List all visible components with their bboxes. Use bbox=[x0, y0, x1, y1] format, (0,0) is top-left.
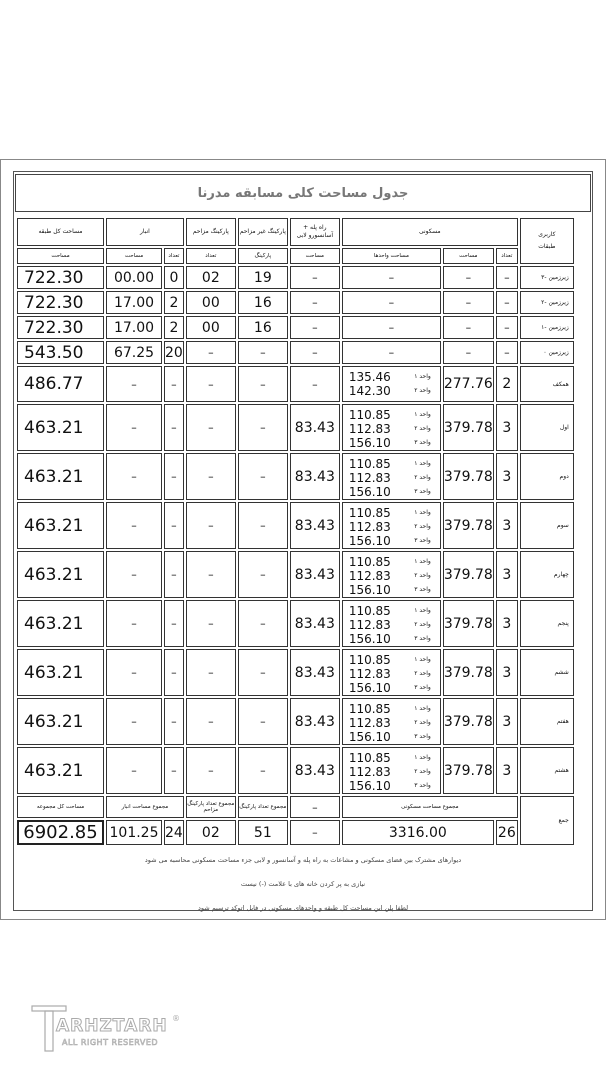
residential-area-cell: 379.78 bbox=[443, 404, 494, 451]
unit-area-value: 110.85 bbox=[348, 457, 391, 471]
storage-count-cell: 2 bbox=[164, 316, 184, 339]
storage-area-cell: – bbox=[106, 747, 162, 794]
unit-area-label: واحد ۲ bbox=[414, 523, 431, 530]
corridor-area-cell: 83.43 bbox=[290, 747, 340, 794]
totals-residential-area: 3316.00 bbox=[342, 820, 494, 845]
totals-storage-count: 24 bbox=[164, 820, 184, 845]
residential-count-cell: 3 bbox=[496, 453, 518, 500]
note-3: لطفا پلن این مساحت کل طبقه و واحدهای مسکونی در فایل اتوکد ترسیم شود bbox=[197, 904, 409, 912]
unit-areas-cell bbox=[342, 698, 441, 745]
storage-count-cell: – bbox=[164, 551, 184, 598]
corridor-area-cell: 83.43 bbox=[290, 551, 340, 598]
totals-storage-label: مجموع مساحت انبار bbox=[106, 796, 184, 818]
floor-name-cell: زیرزمین -۳ bbox=[520, 266, 574, 289]
parking-cell: – bbox=[238, 341, 288, 364]
storage-count-cell: – bbox=[164, 404, 184, 451]
storage-area-cell: – bbox=[106, 453, 162, 500]
unit-area-label: واحد ۱ bbox=[414, 705, 431, 712]
residential-area-cell: – bbox=[443, 291, 494, 314]
table-row bbox=[17, 698, 574, 745]
table-row bbox=[17, 366, 574, 402]
parking-mz-cell: – bbox=[186, 341, 236, 364]
residential-area-cell: – bbox=[443, 341, 494, 364]
unit-area-label: واحد ۲ bbox=[414, 719, 431, 726]
totals-residential-count: 26 bbox=[496, 820, 518, 845]
parking-mz-cell: – bbox=[186, 453, 236, 500]
unit-areas-cell: – bbox=[342, 341, 441, 364]
storage-count-cell: – bbox=[164, 747, 184, 794]
unit-area-row bbox=[349, 618, 431, 632]
parking-cell: 16 bbox=[238, 291, 288, 314]
corridor-area-cell: – bbox=[290, 266, 340, 289]
unit-area-label: واحد ۲ bbox=[414, 474, 431, 481]
total-area-cell: 463.21 bbox=[17, 502, 104, 549]
corridor-area-cell: – bbox=[290, 341, 340, 364]
storage-area-cell: – bbox=[106, 698, 162, 745]
storage-count-cell: – bbox=[164, 600, 184, 647]
corridor-area-cell: – bbox=[290, 316, 340, 339]
unit-area-row bbox=[349, 408, 431, 422]
unit-area-value: 156.10 bbox=[348, 436, 391, 450]
unit-area-label: واحد ۳ bbox=[414, 733, 431, 740]
floor-name-cell: هشتم bbox=[520, 747, 574, 794]
total-area-cell: 463.21 bbox=[17, 649, 104, 696]
unit-area-value: 110.85 bbox=[348, 604, 391, 618]
unit-area-row bbox=[349, 520, 431, 534]
total-area-cell: 722.30 bbox=[17, 291, 104, 314]
unit-area-value: 156.10 bbox=[348, 779, 391, 793]
residential-count-cell: 3 bbox=[496, 649, 518, 696]
header-usage-label: کاربری bbox=[538, 231, 556, 238]
totals-residential-label: مجموع مساحت مسکونی bbox=[342, 796, 518, 818]
floor-name-cell: زیرزمین -۱ bbox=[520, 316, 574, 339]
unit-areas-cell bbox=[342, 502, 441, 549]
unit-area-row bbox=[349, 632, 431, 646]
residential-count-cell: 3 bbox=[496, 502, 518, 549]
unit-area-value: 156.10 bbox=[348, 681, 391, 695]
header-storage-area: مساحت bbox=[106, 248, 162, 264]
table-row bbox=[17, 266, 574, 289]
header-total-sub: مساحت bbox=[17, 248, 104, 264]
residential-area-cell: 379.78 bbox=[443, 649, 494, 696]
unit-area-value: 112.83 bbox=[348, 716, 391, 730]
header-area: مساحت bbox=[443, 248, 494, 264]
unit-areas-cell: – bbox=[342, 316, 441, 339]
parking-mz-cell: 02 bbox=[186, 266, 236, 289]
unit-areas-cell: – bbox=[342, 266, 441, 289]
unit-areas-cell: – bbox=[342, 291, 441, 314]
table-row bbox=[17, 404, 574, 451]
floor-name-cell: دوم bbox=[520, 453, 574, 500]
unit-area-row bbox=[349, 653, 431, 667]
parking-cell: – bbox=[238, 453, 288, 500]
unit-area-value: 110.85 bbox=[348, 506, 391, 520]
floor-name-cell: ششم bbox=[520, 649, 574, 696]
residential-area-cell: 379.78 bbox=[443, 698, 494, 745]
note-1: دیوارهای مشترک بین فضای مسکونی و مشاعات به راه پله و آسانسور و لابی جزء مساحت مسکونی محاسبه می شود bbox=[144, 856, 462, 864]
unit-area-label: واحد ۱ bbox=[414, 373, 431, 380]
corridor-area-cell: 83.43 bbox=[290, 649, 340, 696]
table-row bbox=[17, 291, 574, 314]
parking-cell: – bbox=[238, 551, 288, 598]
unit-area-row bbox=[349, 765, 431, 779]
unit-area-label: واحد ۱ bbox=[414, 607, 431, 614]
unit-area-label: واحد ۱ bbox=[414, 754, 431, 761]
unit-area-label: واحد ۳ bbox=[414, 439, 431, 446]
unit-area-row bbox=[349, 506, 431, 520]
totals-value-row bbox=[17, 820, 574, 845]
unit-area-value: 112.83 bbox=[348, 765, 391, 779]
residential-count-cell: – bbox=[496, 291, 518, 314]
unit-area-label: واحد ۱ bbox=[414, 411, 431, 418]
unit-area-label: واحد ۱ bbox=[414, 656, 431, 663]
table-row bbox=[17, 747, 574, 794]
totals-total-value: 6902.85 bbox=[17, 820, 104, 845]
unit-area-row bbox=[349, 604, 431, 618]
storage-count-cell: 2 bbox=[164, 291, 184, 314]
corridor-area-cell: 83.43 bbox=[290, 600, 340, 647]
unit-area-value: 142.30 bbox=[348, 384, 391, 398]
parking-mz-cell: – bbox=[186, 600, 236, 647]
storage-count-cell: – bbox=[164, 502, 184, 549]
residential-area-cell: – bbox=[443, 266, 494, 289]
unit-area-row bbox=[349, 422, 431, 436]
unit-area-value: 112.83 bbox=[348, 422, 391, 436]
unit-area-row bbox=[349, 751, 431, 765]
storage-area-cell: – bbox=[106, 551, 162, 598]
parking-cell: 19 bbox=[238, 266, 288, 289]
unit-area-row bbox=[349, 436, 431, 450]
parking-mz-cell: – bbox=[186, 649, 236, 696]
unit-area-row bbox=[349, 716, 431, 730]
corridor-area-cell: 83.43 bbox=[290, 502, 340, 549]
totals-label: جمع bbox=[520, 796, 574, 845]
totals-total-label: مساحت کل مجموعه bbox=[17, 796, 104, 818]
floor-name-cell: چهارم bbox=[520, 551, 574, 598]
unit-area-value: 156.10 bbox=[348, 730, 391, 744]
unit-area-label: واحد ۳ bbox=[414, 586, 431, 593]
parking-mz-cell: – bbox=[186, 551, 236, 598]
header-total: مساحت کل طبقه bbox=[17, 218, 104, 246]
unit-area-row bbox=[349, 457, 431, 471]
unit-area-label: واحد ۲ bbox=[414, 572, 431, 579]
floor-name-cell: سوم bbox=[520, 502, 574, 549]
residential-count-cell: 2 bbox=[496, 366, 518, 402]
header-storage: انبار bbox=[106, 218, 184, 246]
corridor-area-cell: 83.43 bbox=[290, 453, 340, 500]
residential-count-cell: 3 bbox=[496, 551, 518, 598]
area-table bbox=[15, 216, 576, 847]
floor-name-cell: زیرزمین -۲ bbox=[520, 291, 574, 314]
note-2: نیازی به پر کردن خانه های با علامت (-) نیست bbox=[240, 880, 366, 888]
unit-areas-cell bbox=[342, 453, 441, 500]
unit-area-value: 110.85 bbox=[348, 751, 391, 765]
parking-mz-cell: – bbox=[186, 366, 236, 402]
unit-areas-cell bbox=[342, 404, 441, 451]
header-storage-count: تعداد bbox=[164, 248, 184, 264]
parking-mz-cell: – bbox=[186, 404, 236, 451]
unit-area-label: واحد ۱ bbox=[414, 558, 431, 565]
parking-cell: 16 bbox=[238, 316, 288, 339]
unit-area-value: 112.83 bbox=[348, 667, 391, 681]
storage-area-cell: – bbox=[106, 366, 162, 402]
totals-parking-mz: 02 bbox=[186, 820, 236, 845]
total-area-cell: 722.30 bbox=[17, 266, 104, 289]
header-corridor: راه پله + آسانسورو لابی bbox=[290, 218, 340, 246]
total-area-cell: 463.21 bbox=[17, 404, 104, 451]
storage-area-cell: – bbox=[106, 649, 162, 696]
corridor-area-cell: – bbox=[290, 291, 340, 314]
unit-area-label: واحد ۳ bbox=[414, 537, 431, 544]
unit-areas-cell bbox=[342, 600, 441, 647]
storage-area-cell: 17.00 bbox=[106, 316, 162, 339]
storage-area-cell: – bbox=[106, 600, 162, 647]
parking-cell: – bbox=[238, 649, 288, 696]
totals-parking-label: مجموع تعداد پارکینگ bbox=[238, 796, 288, 818]
unit-area-value: 112.83 bbox=[348, 569, 391, 583]
table-row bbox=[17, 551, 574, 598]
total-area-cell: 722.30 bbox=[17, 316, 104, 339]
parking-cell: – bbox=[238, 404, 288, 451]
totals-corridor-cell: – bbox=[290, 796, 340, 818]
residential-count-cell: 3 bbox=[496, 404, 518, 451]
storage-count-cell: 0 bbox=[164, 266, 184, 289]
unit-area-row bbox=[349, 681, 431, 695]
totals-label-row bbox=[17, 796, 574, 818]
storage-count-cell: 20 bbox=[164, 341, 184, 364]
total-area-cell: 543.50 bbox=[17, 341, 104, 364]
page-title: جدول مساحت کلی مسابقه مدرنا bbox=[15, 174, 591, 212]
unit-area-label: واحد ۳ bbox=[414, 488, 431, 495]
table-row bbox=[17, 316, 574, 339]
unit-areas-cell bbox=[342, 747, 441, 794]
unit-area-value: 156.10 bbox=[348, 485, 391, 499]
unit-area-value: 110.85 bbox=[348, 702, 391, 716]
logo-brand: ARHZTARH bbox=[56, 1016, 168, 1036]
unit-area-row bbox=[349, 667, 431, 681]
parking-mz-cell: 00 bbox=[186, 291, 236, 314]
residential-area-cell: 379.78 bbox=[443, 600, 494, 647]
storage-count-cell: – bbox=[164, 366, 184, 402]
storage-count-cell: – bbox=[164, 649, 184, 696]
parking-mz-cell: 00 bbox=[186, 316, 236, 339]
parking-cell: – bbox=[238, 600, 288, 647]
storage-count-cell: – bbox=[164, 698, 184, 745]
unit-area-label: واحد ۳ bbox=[414, 684, 431, 691]
unit-area-label: واحد ۳ bbox=[414, 782, 431, 789]
total-area-cell: 463.21 bbox=[17, 747, 104, 794]
logo-subtitle: ALL RIGHT RESERVED bbox=[62, 1038, 159, 1047]
residential-count-cell: – bbox=[496, 266, 518, 289]
watermark-logo bbox=[30, 1002, 180, 1054]
unit-area-row bbox=[349, 730, 431, 744]
header-parking-mz: پارکینگ مزاحم bbox=[186, 218, 236, 246]
unit-area-label: واحد ۲ bbox=[414, 387, 431, 394]
residential-area-cell: 379.78 bbox=[443, 502, 494, 549]
totals-parking-mz-label: مجموع تعداد پارکینگ مزاحم bbox=[186, 796, 236, 818]
header-residential: مسکونی bbox=[342, 218, 518, 246]
floor-name-cell: هفتم bbox=[520, 698, 574, 745]
residential-area-cell: 379.78 bbox=[443, 453, 494, 500]
total-area-cell: 463.21 bbox=[17, 453, 104, 500]
table-row bbox=[17, 341, 574, 364]
storage-area-cell: – bbox=[106, 502, 162, 549]
totals-parking: 51 bbox=[238, 820, 288, 845]
unit-area-value: 110.85 bbox=[348, 653, 391, 667]
unit-area-row bbox=[349, 534, 431, 548]
unit-area-row bbox=[349, 583, 431, 597]
unit-area-row bbox=[349, 555, 431, 569]
unit-area-label: واحد ۲ bbox=[414, 621, 431, 628]
header-parking-sub: پارکینگ bbox=[238, 248, 288, 264]
notes bbox=[15, 848, 591, 920]
unit-area-value: 110.85 bbox=[348, 555, 391, 569]
storage-area-cell: 00.00 bbox=[106, 266, 162, 289]
unit-area-value: 112.83 bbox=[348, 618, 391, 632]
storage-count-cell: – bbox=[164, 453, 184, 500]
unit-area-label: واحد ۱ bbox=[414, 509, 431, 516]
floor-name-cell: پنجم bbox=[520, 600, 574, 647]
header-unit-areas: مساحت واحدها bbox=[342, 248, 441, 264]
header-count: تعداد bbox=[496, 248, 518, 264]
residential-area-cell: – bbox=[443, 316, 494, 339]
table-row bbox=[17, 453, 574, 500]
residential-area-cell: 379.78 bbox=[443, 551, 494, 598]
residential-count-cell: – bbox=[496, 316, 518, 339]
unit-area-value: 110.85 bbox=[348, 408, 391, 422]
unit-area-row bbox=[349, 471, 431, 485]
residential-count-cell: 3 bbox=[496, 698, 518, 745]
unit-areas-cell bbox=[342, 649, 441, 696]
unit-area-row bbox=[349, 485, 431, 499]
unit-area-label: واحد ۲ bbox=[414, 670, 431, 677]
table-row bbox=[17, 600, 574, 647]
unit-area-label: واحد ۳ bbox=[414, 635, 431, 642]
parking-mz-cell: – bbox=[186, 747, 236, 794]
corridor-area-cell: 83.43 bbox=[290, 698, 340, 745]
header-parking: پارکینگ غیر مزاحم bbox=[238, 218, 288, 246]
header-floors-label: طبقات bbox=[538, 243, 556, 250]
unit-area-label: واحد ۲ bbox=[414, 425, 431, 432]
unit-area-label: واحد ۱ bbox=[414, 460, 431, 467]
totals-corridor-value: – bbox=[290, 820, 340, 845]
total-area-cell: 463.21 bbox=[17, 698, 104, 745]
parking-cell: – bbox=[238, 747, 288, 794]
parking-mz-cell: – bbox=[186, 698, 236, 745]
residential-count-cell: – bbox=[496, 341, 518, 364]
floor-name-cell: همکف bbox=[520, 366, 574, 402]
storage-area-cell: 67.25 bbox=[106, 341, 162, 364]
parking-cell: – bbox=[238, 502, 288, 549]
header-corridor-area: مساحت bbox=[290, 248, 340, 264]
storage-area-cell: – bbox=[106, 404, 162, 451]
corridor-area-cell: – bbox=[290, 366, 340, 402]
parking-mz-cell: – bbox=[186, 502, 236, 549]
unit-area-row bbox=[349, 702, 431, 716]
floor-name-cell: زیرزمین ۰ bbox=[520, 341, 574, 364]
registered-mark: ® bbox=[172, 1014, 180, 1023]
unit-area-label: واحد ۲ bbox=[414, 768, 431, 775]
storage-area-cell: 17.00 bbox=[106, 291, 162, 314]
residential-count-cell: 3 bbox=[496, 747, 518, 794]
parking-cell: – bbox=[238, 366, 288, 402]
unit-areas-cell bbox=[342, 366, 441, 402]
table-row bbox=[17, 502, 574, 549]
totals-storage-area: 101.25 bbox=[106, 820, 162, 845]
total-area-cell: 463.21 bbox=[17, 551, 104, 598]
corridor-area-cell: 83.43 bbox=[290, 404, 340, 451]
unit-area-row bbox=[349, 370, 431, 384]
header-usage bbox=[520, 218, 574, 264]
unit-area-value: 112.83 bbox=[348, 520, 391, 534]
header-parking-mz-sub: تعداد bbox=[186, 248, 236, 264]
unit-area-row bbox=[349, 779, 431, 793]
floor-name-cell: اول bbox=[520, 404, 574, 451]
residential-area-cell: 277.76 bbox=[443, 366, 494, 402]
unit-area-value: 156.10 bbox=[348, 583, 391, 597]
unit-area-value: 112.83 bbox=[348, 471, 391, 485]
total-area-cell: 486.77 bbox=[17, 366, 104, 402]
unit-area-value: 156.10 bbox=[348, 632, 391, 646]
unit-area-row bbox=[349, 569, 431, 583]
parking-cell: – bbox=[238, 698, 288, 745]
residential-count-cell: 3 bbox=[496, 600, 518, 647]
total-area-cell: 463.21 bbox=[17, 600, 104, 647]
unit-area-value: 135.46 bbox=[348, 370, 391, 384]
table-row bbox=[17, 649, 574, 696]
residential-area-cell: 379.78 bbox=[443, 747, 494, 794]
unit-areas-cell bbox=[342, 551, 441, 598]
unit-area-row bbox=[349, 384, 431, 398]
unit-area-value: 156.10 bbox=[348, 534, 391, 548]
